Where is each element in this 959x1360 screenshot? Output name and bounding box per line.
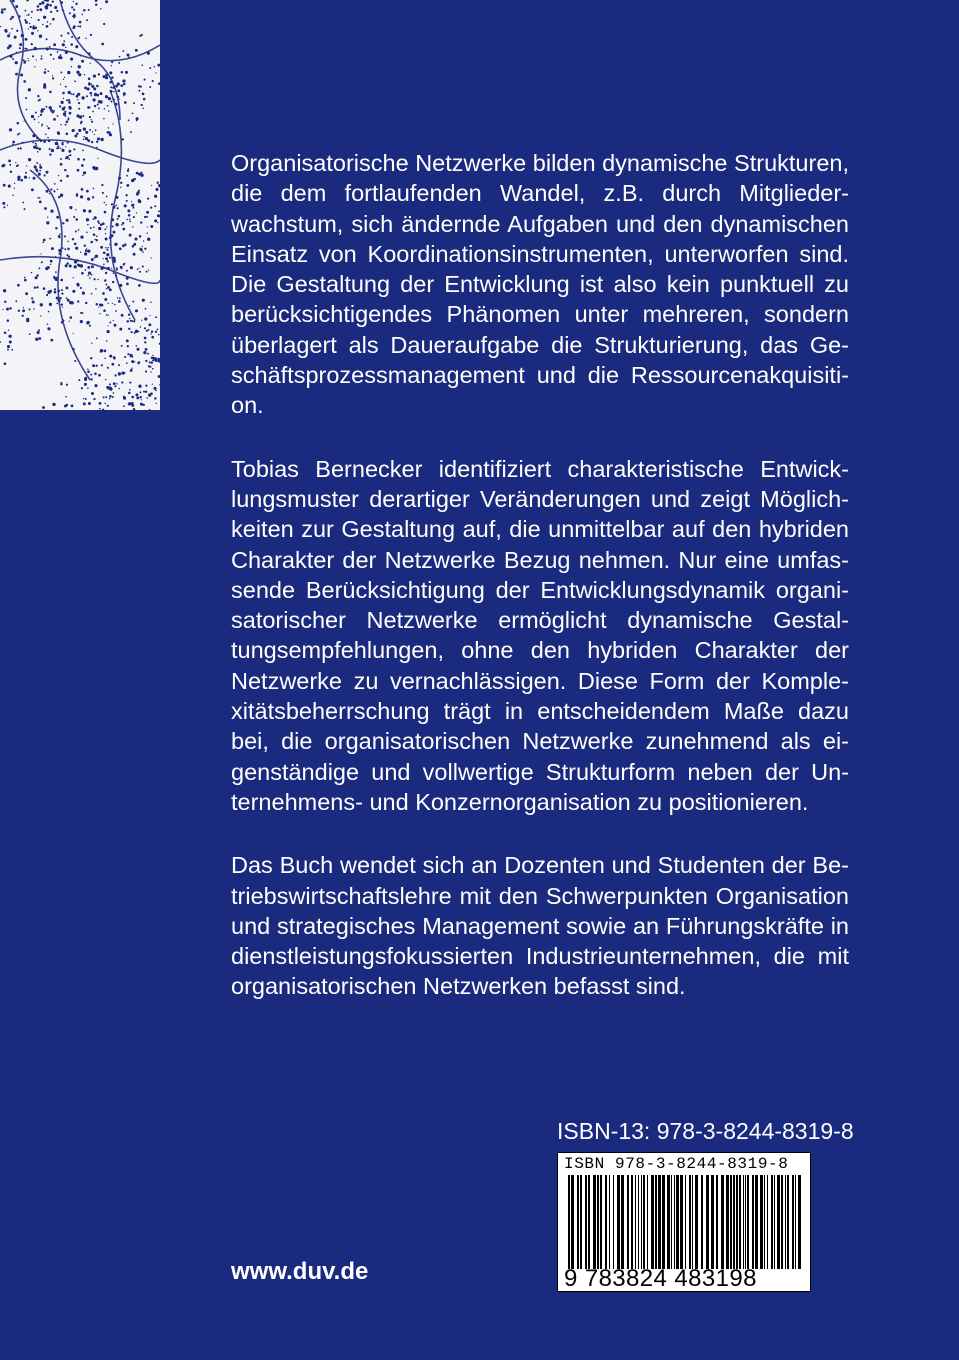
isbn-label: ISBN-13: 978-3-8244-8319-8 xyxy=(557,1118,854,1144)
isbn-barcode xyxy=(557,1152,811,1292)
blurb-paragraph-1: Organisatorische Netzwerke bilden dynamische Strukturen, die dem fortlaufenden Wandel, z.B. durch Mitgliederwachstum, sich ändernde Aufgaben und den dynamischen Einsatz von Koordinationsinstrumenten, unterworfen sind. Die Gestaltung der Entwicklung ist also kein punktuell zu berücksichtigendes Phänomen unter mehreren, sondern überlagert als Daueraufgabe die Strukturierung, das Geschäftsprozessmanagement und die Ressourcenakquisition. xyxy=(231,150,849,419)
blurb-paragraph-2: Tobias Bernecker identifiziert charakteristische Entwicklungsmuster derartiger Veränderungen und zeigt Möglichkeiten zur Gestaltung auf, die unmittelbar auf den hybriden Charakter der Netzwerke Bezug nehmen. Nur eine umfassende Berücksichtigung der Entwicklungsdynamik organisatorischer Netzwerke ermöglicht dynamische Gestaltungsempfehlungen, ohne den hybriden Charakter der Netzwerke zu vernachlässigen. Diese Form der Komplexitätsbeherrschung trägt in entscheidendem Maße dazu bei, die organisatorischen Netzwerke zunehmend als eigenständige und vollwertige Strukturform neben der Unternehmens- und Konzernorganisation zu positionieren. xyxy=(231,455,849,815)
barcode-top-text: ISBN 978-3-8244-8319-8 xyxy=(564,1155,789,1173)
blurb-paragraph-3: Das Buch wendet sich an Dozenten und Studenten der Betriebswirtschaftslehre mit den Schwerpunkten Organisation und strategisches Management sowie an Führungskräfte in dienstleistungsfokussierten Industrieunternehmen, die mit organisatorischen Netzwerken befasst sind. xyxy=(231,852,849,1000)
barcode-digits: 9 783824 483198 xyxy=(564,1265,757,1292)
blurb-text xyxy=(231,148,849,1035)
publisher-url: www.duv.de xyxy=(231,1258,369,1285)
barcode-bars-icon xyxy=(562,1175,808,1269)
world-map-halftone-icon xyxy=(0,0,160,410)
